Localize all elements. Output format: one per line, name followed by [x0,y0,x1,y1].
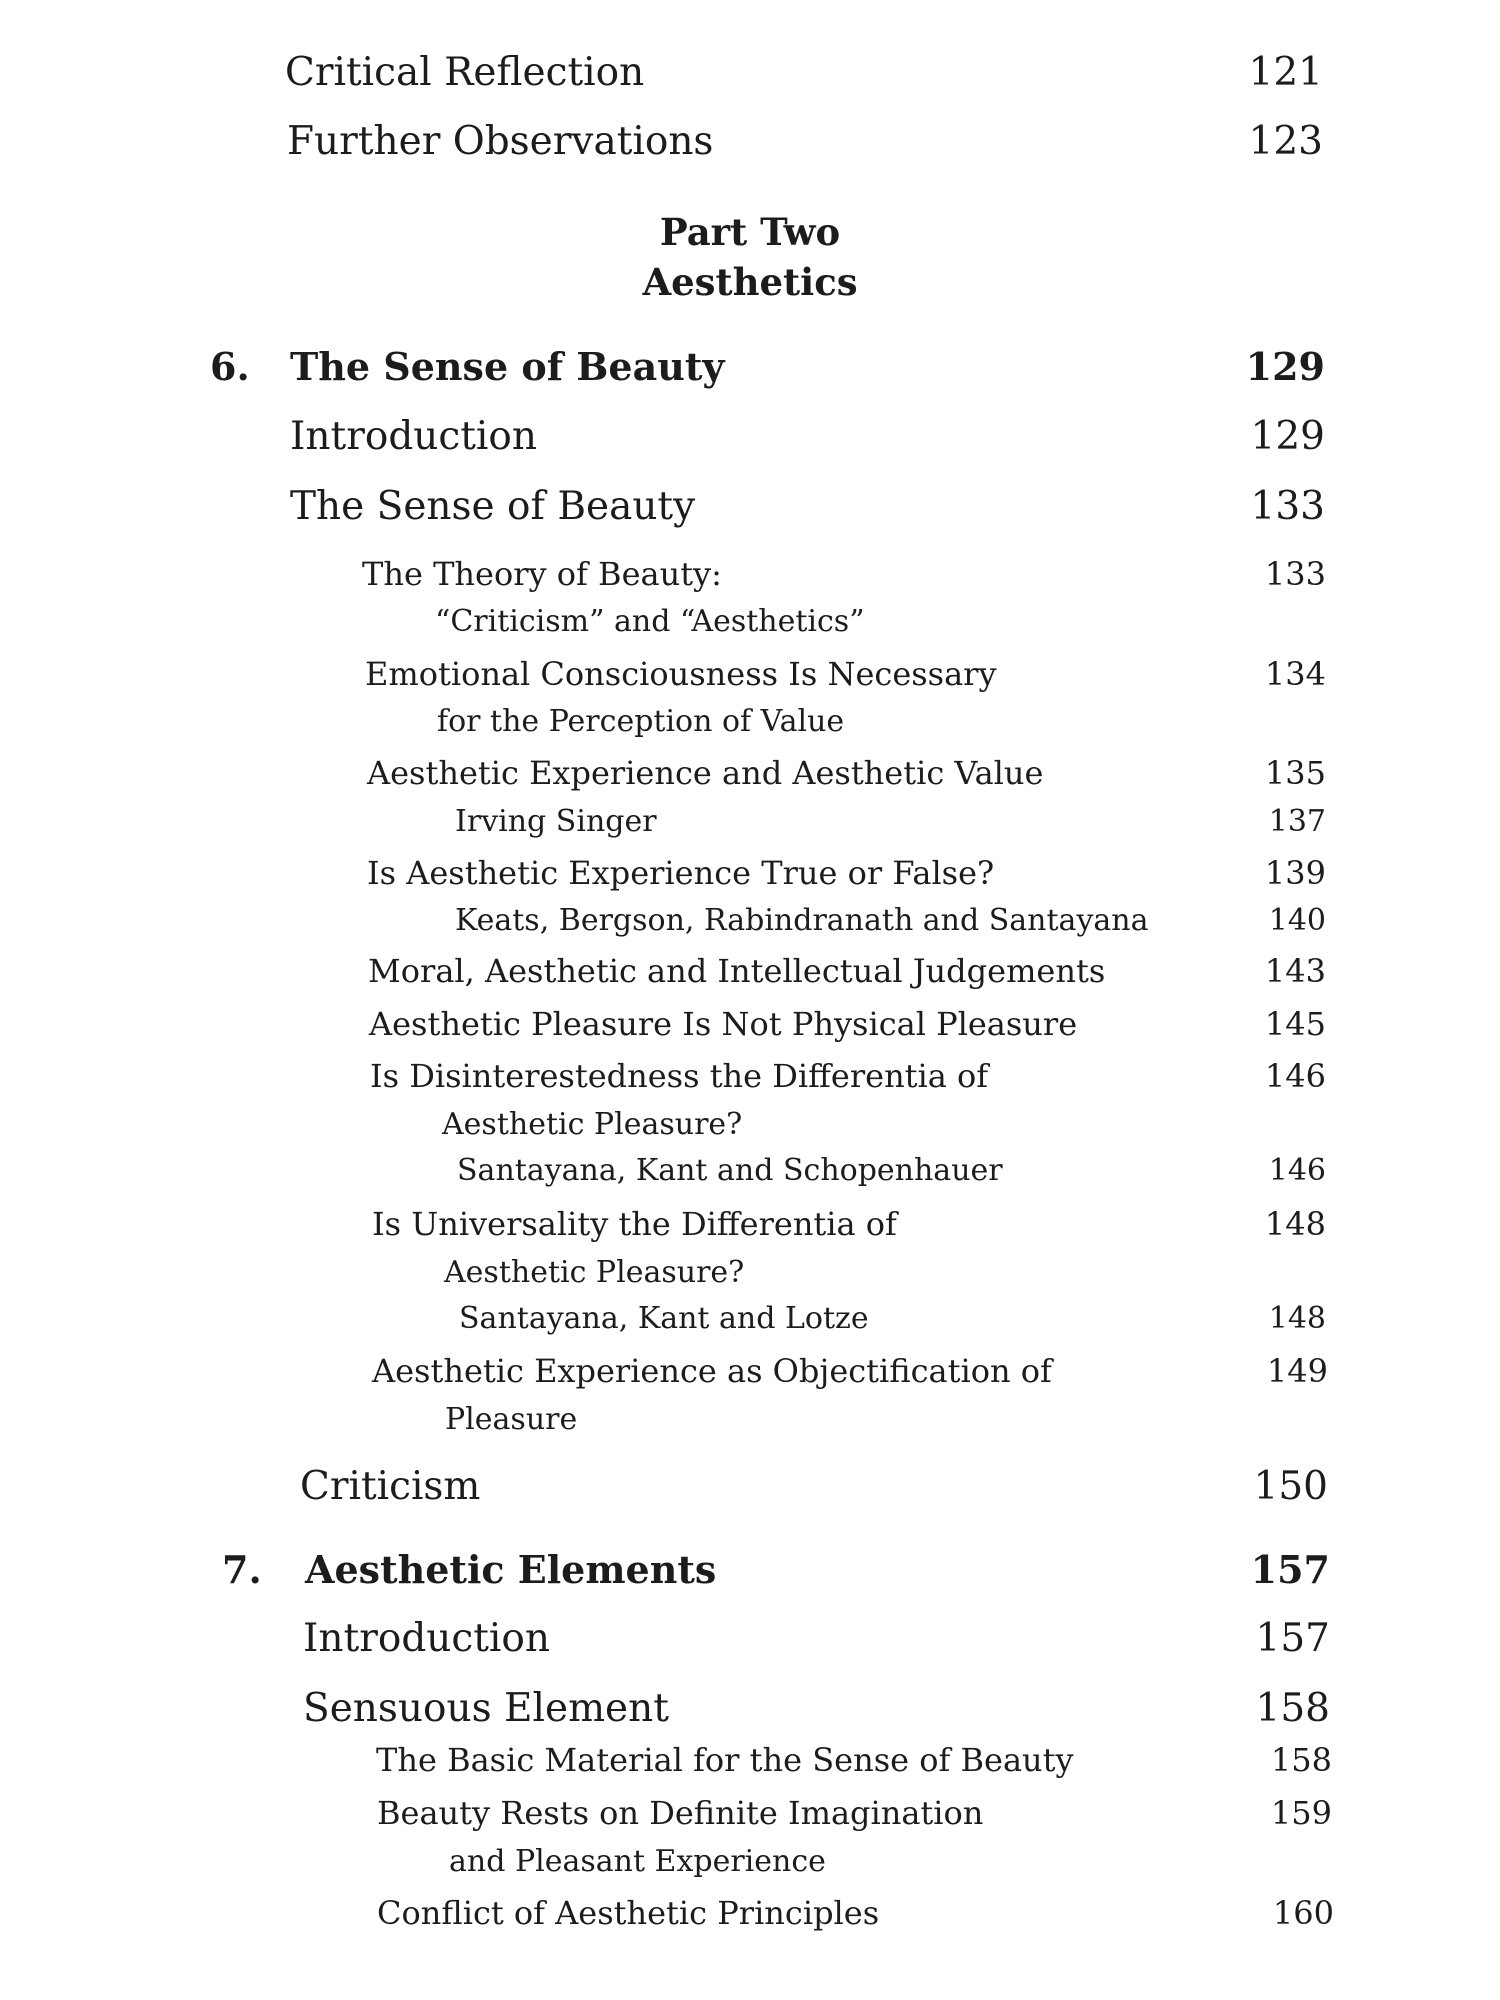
toc-subsection [0,1894,1500,1944]
section-page: 129 [1250,414,1325,459]
subsection-page: 160 [1272,1894,1334,1932]
toc-section [0,1464,1500,1514]
subsection-title: Is Aesthetic Experience True or False? [367,854,995,892]
subsection-page: 158 [1270,1741,1332,1779]
toc-subsubsection [0,903,1500,953]
subsection-title: Emotional Consciousness Is Necessary [365,655,997,693]
toc-subsubsection [0,804,1500,854]
subsubsection-title: Irving Singer [455,804,657,839]
toc-subsection [0,1205,1500,1255]
entry-page: 123 [1248,119,1323,164]
subsubsection-title: Santayana, Kant and Schopenhauer [457,1153,1003,1188]
subsection-title: The Basic Material for the Sense of Beauty [376,1741,1074,1779]
subsection-page: 148 [1264,1205,1326,1243]
section-title: Sensuous Element [303,1686,669,1731]
section-page: 158 [1255,1686,1330,1731]
toc-entry-critical-reflection [0,50,1500,100]
toc-subsection [0,655,1500,705]
chapter-title: The Sense of Beauty [290,344,725,389]
section-page: 157 [1255,1616,1330,1661]
subsubsection-title: Santayana, Kant and Lotze [459,1301,869,1336]
subsection-title: Aesthetic Experience and Aesthetic Value [367,754,1044,792]
subsection-continuation: and Pleasant Experience [449,1844,826,1879]
toc-subsubsection [0,1301,1500,1351]
toc-subsubsection [0,1153,1500,1203]
section-page: 150 [1253,1464,1328,1509]
toc-subsection [0,1741,1500,1791]
subsection-title: Aesthetic Pleasure Is Not Physical Pleasure [369,1005,1078,1043]
entry-title: Further Observations [287,119,714,164]
part-subtitle: Aesthetics [642,260,858,304]
toc-subsection [0,952,1500,1002]
subsection-title: Beauty Rests on Definite Imagination [377,1794,984,1832]
toc-subsection [0,854,1500,904]
subsubsection-title: Keats, Bergson, Rabindranath and Santayana [455,903,1149,938]
subsection-page: 143 [1264,952,1326,990]
toc-section [0,1686,1500,1736]
subsection-page: 159 [1270,1794,1332,1832]
toc-subsection [0,1794,1500,1844]
section-title: Introduction [303,1616,550,1661]
subsection-page: 146 [1264,1057,1326,1095]
toc-subsection [0,555,1500,605]
chapter-page: 157 [1250,1547,1330,1592]
subsection-title: Moral, Aesthetic and Intellectual Judgements [368,952,1106,990]
chapter-number: 7. [222,1547,262,1592]
subsection-page: 145 [1264,1005,1326,1043]
toc-subsection [0,754,1500,804]
section-page: 133 [1250,484,1325,529]
chapter-number: 6. [210,344,250,389]
toc-entry-further-observations [0,119,1500,169]
subsection-title: Aesthetic Experience as Objectification of [372,1352,1052,1390]
chapter-title: Aesthetic Elements [305,1547,717,1592]
subsection-title: Is Disinterestedness the Differentia of [370,1057,989,1095]
subsection-page: 139 [1264,854,1326,892]
toc-section [0,414,1500,464]
subsection-title: Conflict of Aesthetic Principles [377,1894,880,1932]
toc-section [0,484,1500,534]
chapter-heading-7 [0,1547,1500,1597]
section-title: The Sense of Beauty [290,484,696,529]
part-label: Part Two [659,210,841,254]
toc-subsection [0,1352,1500,1402]
subsection-page: 135 [1264,754,1326,792]
toc-section [0,1616,1500,1666]
subsubsection-page: 140 [1268,903,1326,938]
subsection-title: The Theory of Beauty: [362,555,722,593]
subsubsection-page: 146 [1268,1153,1326,1188]
subsubsection-page: 137 [1268,804,1326,839]
subsection-continuation: Pleasure [445,1402,578,1437]
section-title: Introduction [290,414,537,459]
toc-subsection [0,1057,1500,1107]
subsection-continuation: Aesthetic Pleasure? [444,1255,745,1290]
chapter-heading-6 [0,344,1500,394]
subsection-continuation: “Criticism” and “Aesthetics” [435,604,865,639]
section-title: Criticism [300,1464,481,1509]
subsection-title: Is Universality the Differentia of [372,1205,897,1243]
subsection-page: 133 [1264,555,1326,593]
subsection-page: 149 [1266,1352,1328,1390]
chapter-page: 129 [1245,344,1325,389]
subsection-page: 134 [1264,655,1326,693]
entry-page: 121 [1248,50,1323,95]
entry-title: Critical Reflection [285,50,645,95]
subsubsection-page: 148 [1268,1301,1326,1336]
toc-subsection [0,1005,1500,1055]
subsection-continuation: Aesthetic Pleasure? [442,1107,743,1142]
subsection-continuation: for the Perception of Value [437,704,845,739]
